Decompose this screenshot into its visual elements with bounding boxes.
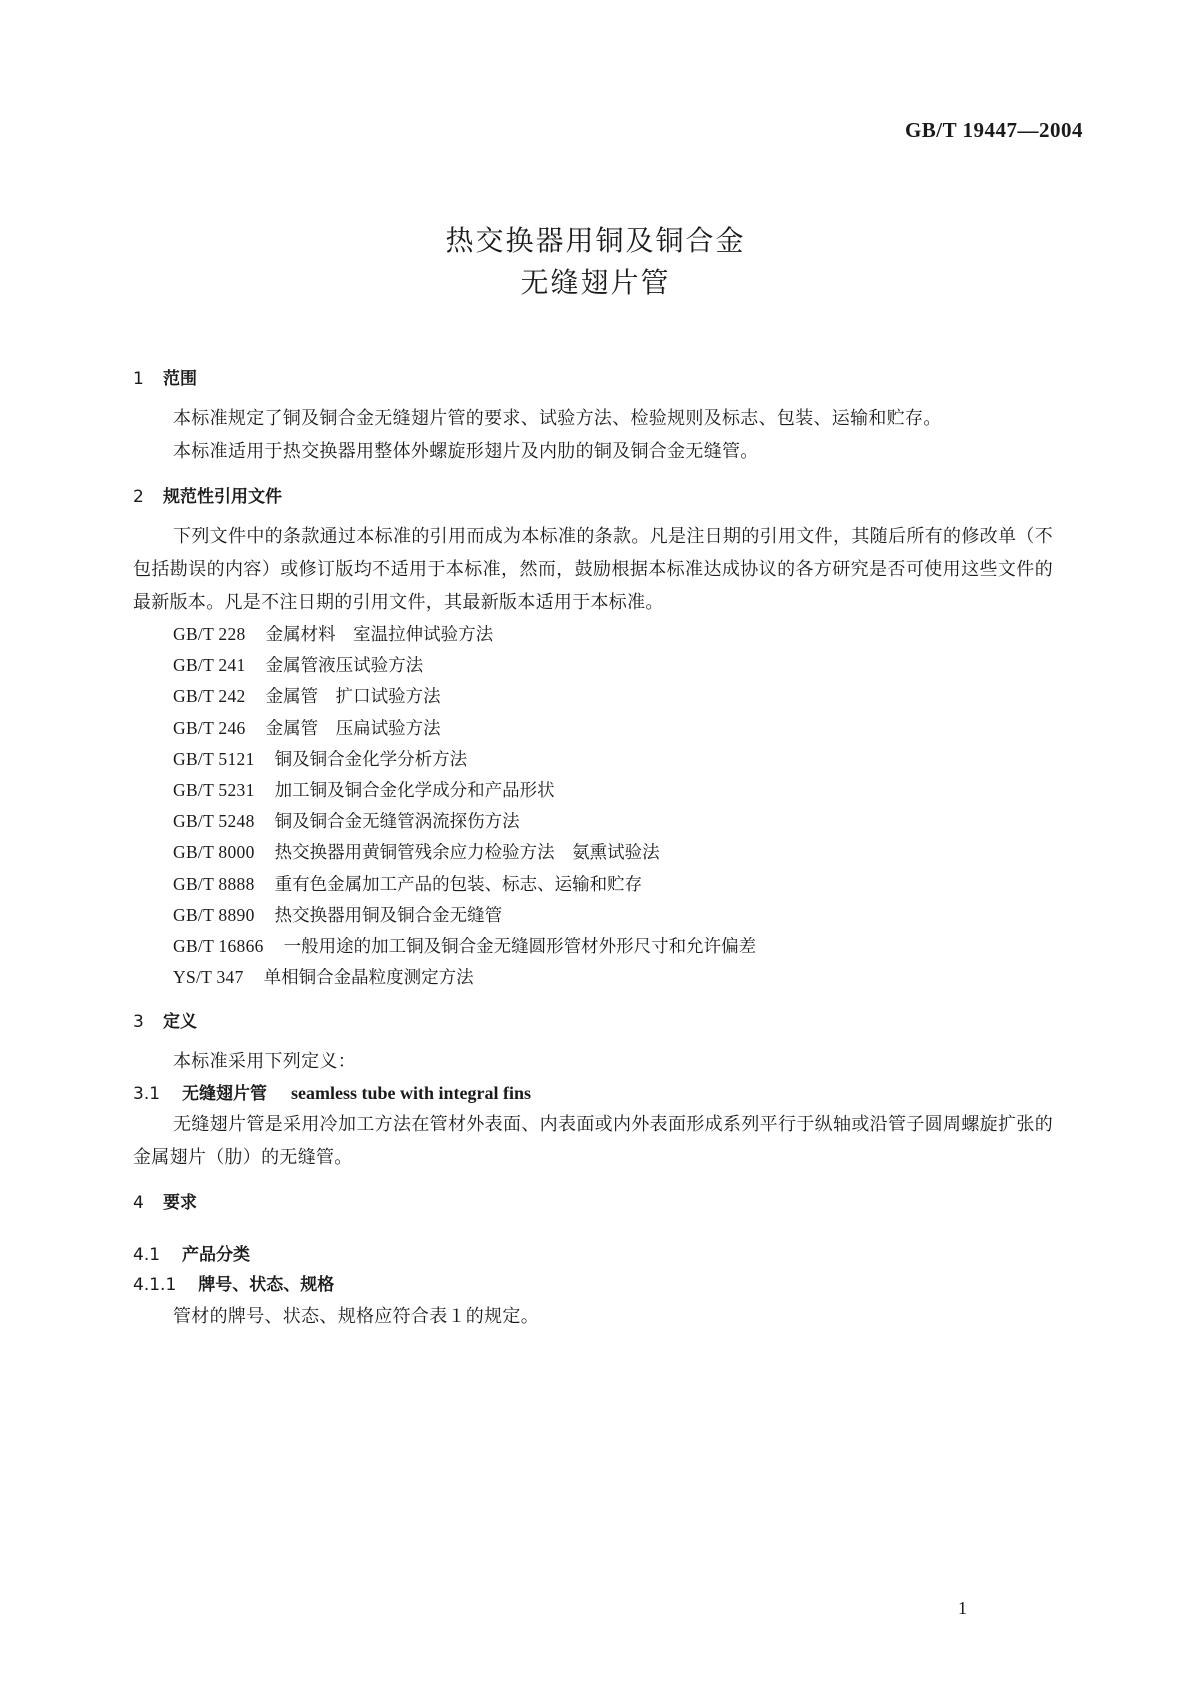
section-title: 定义 xyxy=(163,1012,197,1033)
reference-title: 金属管液压试验方法 xyxy=(265,656,424,677)
term-english: seamless tube with integral fins xyxy=(291,1083,532,1104)
reference-title: 加工铜及铜合金化学成分和产品形状 xyxy=(274,780,555,801)
reference-code: YS/T 347 xyxy=(173,967,244,988)
reference-item xyxy=(133,744,1053,775)
reference-item xyxy=(133,806,1053,837)
reference-code: GB/T 5121 xyxy=(173,748,255,769)
definition-paragraph: 无缝翅片管是采用冷加工方法在管材外表面、内表面或内外表面形成系列平行于纵轴或沿管子圆周螺旋扩张的金属翅片（肋）的无缝管。 xyxy=(133,1114,1053,1169)
reference-code: GB/T 5231 xyxy=(173,779,255,800)
reference-code: GB/T 8890 xyxy=(173,904,255,925)
reference-title: 金属管 压扁试验方法 xyxy=(265,718,441,739)
subsection-number: 4.1 xyxy=(133,1245,161,1266)
section-title: 范围 xyxy=(163,369,197,389)
section-1-heading xyxy=(133,364,1053,394)
paragraph: 本标准规定了铜及铜合金无缝翅片管的要求、试验方法、检验规则及标志、包装、运输和贮存。 xyxy=(173,408,942,429)
reference-item xyxy=(133,931,1053,962)
subsection-title: 产品分类 xyxy=(182,1245,251,1266)
reference-item xyxy=(133,869,1053,900)
reference-item xyxy=(133,837,1053,868)
subsection-3-1-heading xyxy=(133,1078,1053,1108)
document-title xyxy=(0,220,1191,304)
reference-title: 重有色金属加工产品的包装、标志、运输和贮存 xyxy=(274,874,643,895)
section-number: 1 xyxy=(133,369,144,389)
paragraph: 下列文件中的条款通过本标准的引用而成为本标准的条款。凡是注日期的引用文件，其随后所有的修改单（不包括勘误的内容）或修订版均不适用于本标准，然而，鼓励根据本标准达成协议的各方研究是否可使用这些文件的最新版本。凡是不注日期的引用文件，其最新版本适用于本标准。 xyxy=(133,526,1053,613)
section-3-heading xyxy=(133,1007,1053,1037)
reference-title: 铜及铜合金无缝管涡流探伤方法 xyxy=(274,812,520,833)
term-chinese: 无缝翅片管 xyxy=(182,1084,268,1105)
reference-code: GB/T 16866 xyxy=(173,935,264,956)
paragraph: 本标准适用于热交换器用整体外螺旋形翅片及内肋的铜及铜合金无缝管。 xyxy=(173,441,759,462)
subsection-4-1-1-heading xyxy=(133,1270,1053,1300)
document-body xyxy=(133,364,1053,1333)
reference-code: GB/T 8888 xyxy=(173,873,255,894)
reference-title: 铜及铜合金化学分析方法 xyxy=(274,749,468,770)
subsection-number: 3.1 xyxy=(133,1084,161,1105)
reference-code: GB/T 8000 xyxy=(173,842,255,863)
reference-code: GB/T 242 xyxy=(173,686,246,707)
title-line-2: 无缝翅片管 xyxy=(520,266,671,299)
paragraph: 本标准采用下列定义： xyxy=(173,1051,356,1073)
reference-item xyxy=(133,775,1053,806)
reference-item xyxy=(133,962,1053,993)
section-number: 4 xyxy=(133,1193,144,1214)
section-title: 规范性引用文件 xyxy=(163,487,282,507)
reference-item xyxy=(133,619,1053,650)
reference-title: 金属材料 室温拉伸试验方法 xyxy=(265,625,494,645)
reference-code: GB/T 5248 xyxy=(173,811,255,832)
reference-list xyxy=(133,619,1053,993)
section-4-heading xyxy=(133,1188,1053,1218)
page-number: 1 xyxy=(958,1598,967,1618)
reference-title: 单相铜合金晶粒度测定方法 xyxy=(263,968,474,989)
subsection-title: 牌号、状态、规格 xyxy=(198,1275,335,1296)
paragraph: 管材的牌号、状态、规格应符合表１的规定。 xyxy=(173,1306,539,1328)
title-line-1: 热交换器用铜及铜合金 xyxy=(445,224,746,257)
reference-item xyxy=(133,900,1053,931)
reference-item xyxy=(133,681,1053,712)
subsection-number: 4.1.1 xyxy=(133,1275,177,1296)
reference-title: 金属管 扩口试验方法 xyxy=(265,687,441,708)
reference-title: 热交换器用黄铜管残余应力检验方法 氨熏试验法 xyxy=(274,843,660,864)
reference-item xyxy=(133,650,1053,681)
standard-number: GB/T 19447—2004 xyxy=(904,118,1083,142)
section-2-heading xyxy=(133,482,1053,512)
section-number: 3 xyxy=(133,1012,144,1033)
reference-title: 热交换器用铜及铜合金无缝管 xyxy=(274,905,503,926)
reference-item xyxy=(133,713,1053,744)
subsection-4-1-heading xyxy=(133,1240,1053,1270)
reference-code: GB/T 241 xyxy=(173,655,246,676)
section-title: 要求 xyxy=(163,1193,197,1214)
reference-code: GB/T 246 xyxy=(173,717,246,738)
reference-code: GB/T 228 xyxy=(173,624,246,644)
section-number: 2 xyxy=(133,487,144,507)
reference-title: 一般用途的加工铜及铜合金无缝圆形管材外形尺寸和允许偏差 xyxy=(283,936,757,957)
